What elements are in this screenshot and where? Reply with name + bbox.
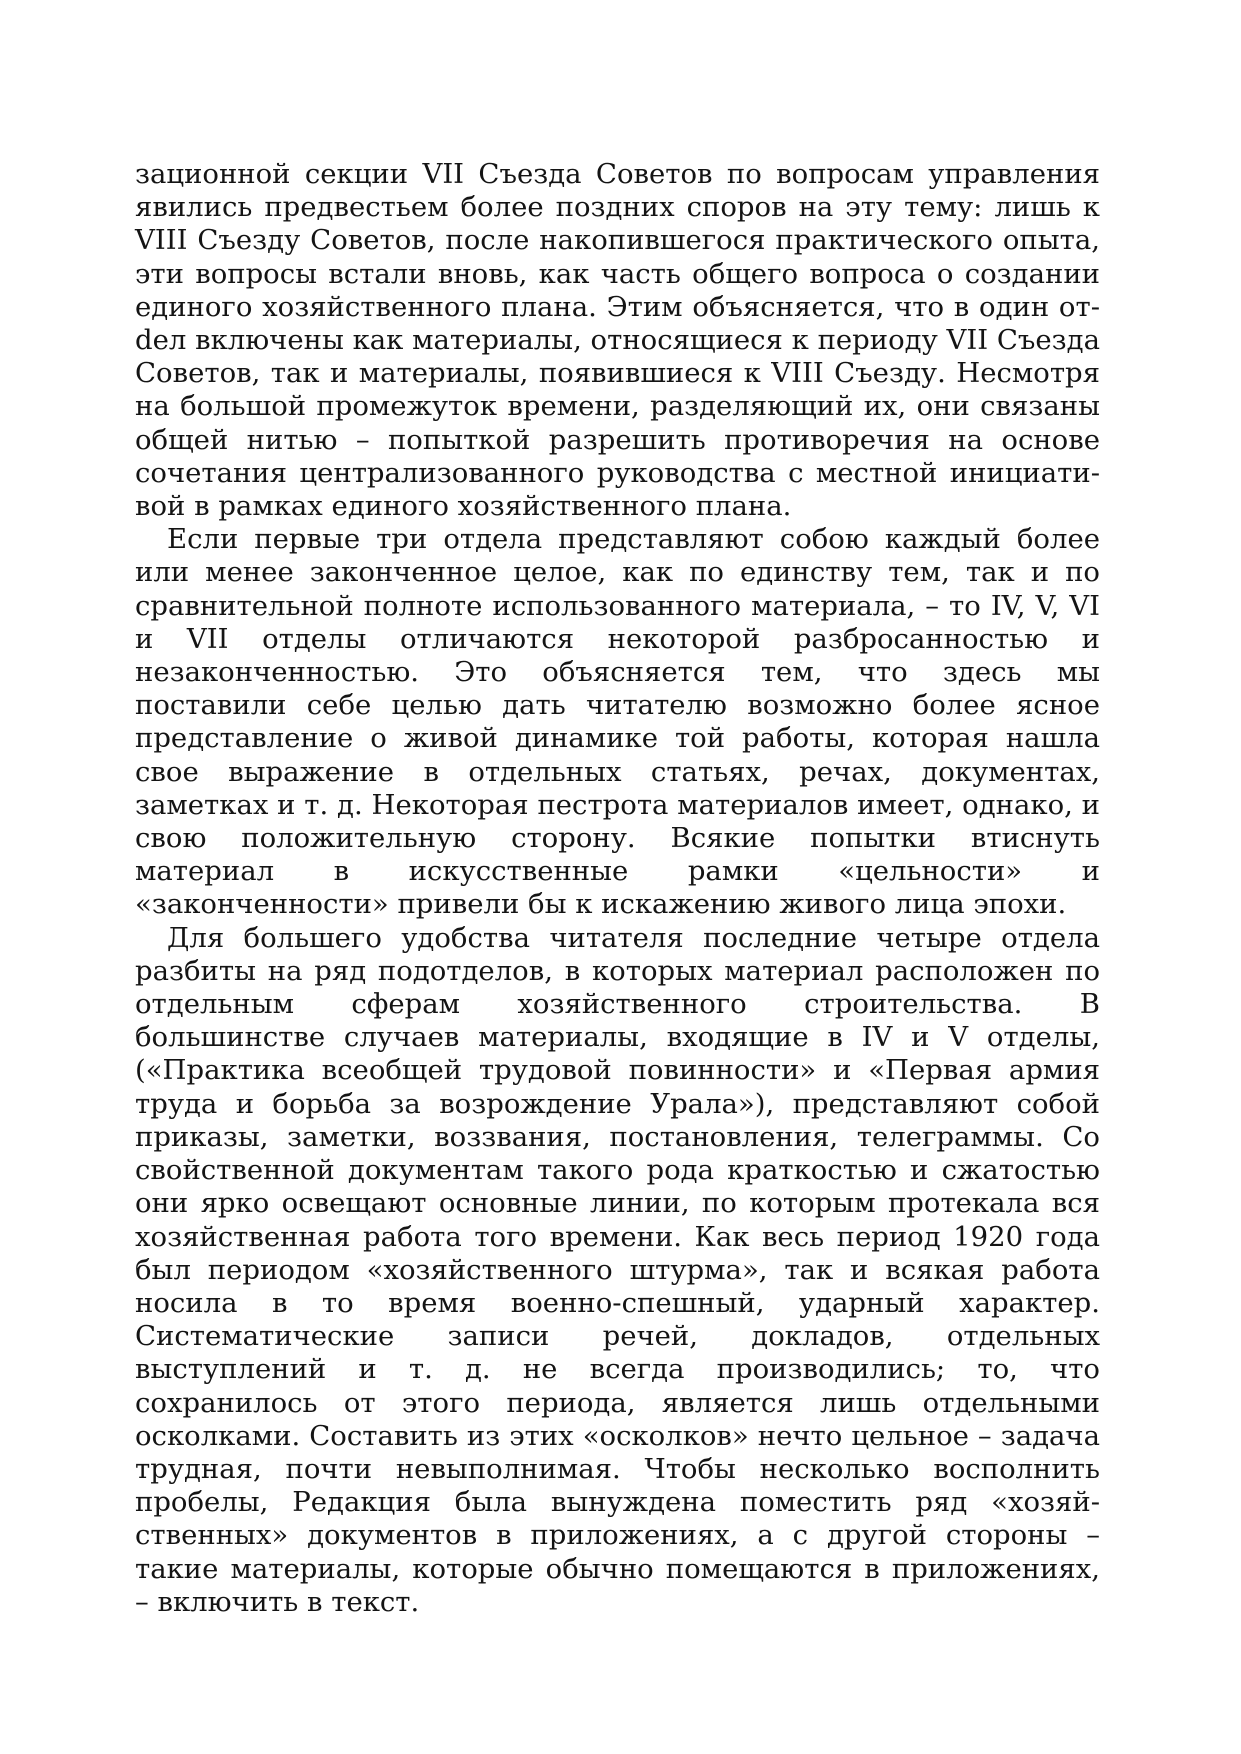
paragraph-3: Для большего удобства читателя последние четыре отдела разбиты на ряд подотделов, в которых материал расположен по отдельным сферам хозяйственного строительства. В большинстве случаев материалы, входящие в IV и V отделы, («Практика всеобщей трудовой повинности» и «Первая армия труда и борьба за возрождение Урала»), представляют собой приказы, заметки, воззвания, постановления, телеграммы. Со свойственной документам такого рода краткостью и сжатостью они ярко освещают основные линии, по которым протекала вся хозяйственная работа того времени. Как весь период 1920 года был периодом «хозяйственного штурма», так и всякая работа носила в то время военно-спешный, ударный характер. Систематические записи речей, докладов, отдельных выступлений и т. д. не всегда производились; то, что сохранилось от этого периода, является лишь отдельными осколками. Составить из этих «осколков» нечто цельное – задача трудная, почти невыполнимая. Чтобы несколько восполнить пробелы, Редакция была вынуждена поместить ряд «хозяйственных» документов в приложениях, а с другой стороны – такие материалы, которые обычно помещаются в приложениях, – включить в текст. [135,921,1100,1618]
page-body [135,158,1100,1619]
paragraph-2: Если первые три отдела представляют собою каждый более или менее законченное целое, как по единству тем, так и по сравнительной полноте использованного материала, – то IV, V, VI и VII отделы отличаются некоторой разбросанностью и незаконченностью. Это объясняется тем, что здесь мы поставили себе целью дать читателю возможно более ясное представление о живой динамике той работы, которая нашла свое выражение в отдельных статьях, речах, документах, заметках и т. д. Некоторая пестрота материалов имеет, однако, и свою положительную сторону. Всякие попытки втиснуть материал в искусственные рамки «цельности» и «законченности» привели бы к искажению живого лица эпохи. [135,523,1100,921]
paragraph-1: зационной секции VII Съезда Советов по вопросам управления явились предвестьем более поздних споров на эту тему: лишь к VIII Съезду Советов, после накопившегося практического опыта, эти вопросы встали вновь, как часть общего вопроса о создании единого хозяйственного плана. Этим объясняется, что в один отdел включены как материалы, относящиеся к периоду VII Съезда Советов, так и материалы, появившиеся к VIII Съезду. Несмотря на большой промежуток времени, разделяющий их, они связаны общей нитью – попыткой разрешить противоречия на основе сочетания централизованного руководства с местной инициативой в рамках единого хозяйственного плана. [135,158,1100,523]
